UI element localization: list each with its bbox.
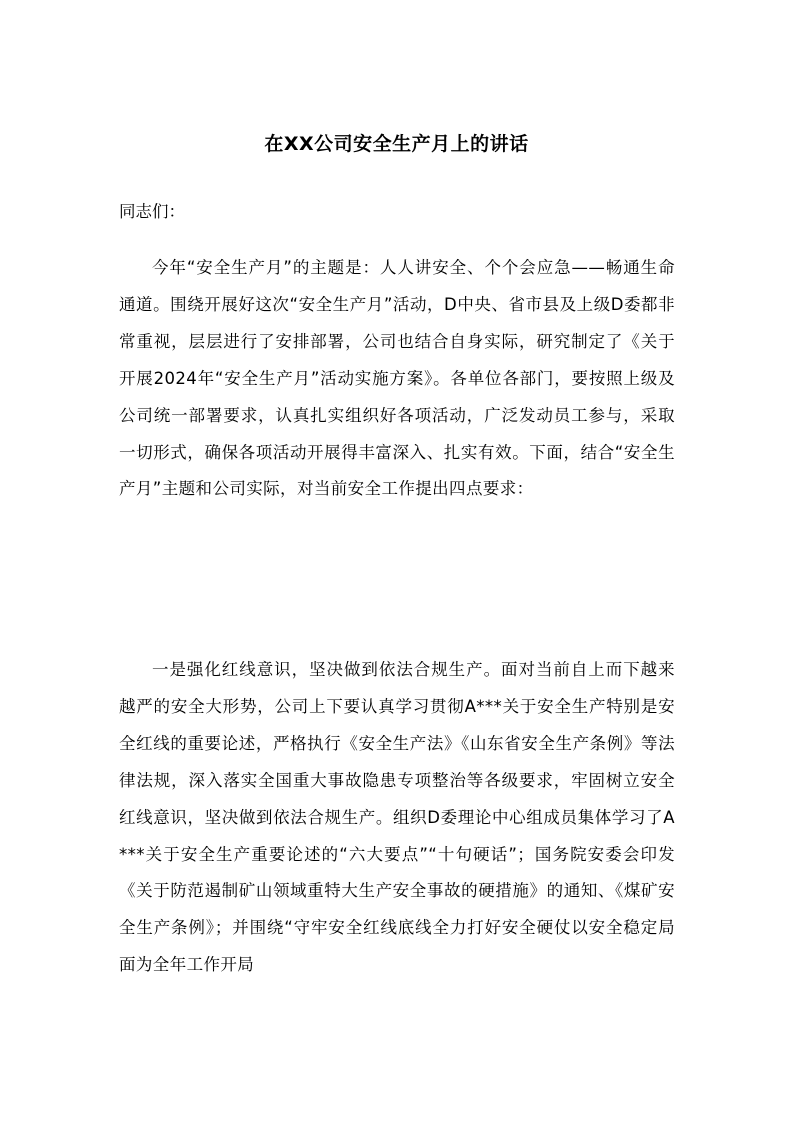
paragraph-1: 今年“安全生产月”的主题是：人人讲安全、个个会应急——畅通生命通道。围绕开展好这次“安全生产月”活动，D中央、省市县及上级D委都非常重视，层层进行了安排部署，公司也结合自身实际，研究制定了《关于开展2024年“安全生产月”活动实施方案》。各单位各部门，要按照上级及公司统一部署要求，认真扎实组织好各项活动，广泛发动员工参与，采取一切形式，确保各项活动开展得丰富深入、扎实有效。下面，结合“安全生产月”主题和公司实际，对当前安全工作提出四点要求：: [119, 258, 675, 499]
document-title: 在XX公司安全生产月上的讲话: [264, 133, 529, 155]
salutation: 同志们：: [119, 202, 185, 221]
paragraph-2: 一是强化红线意识，坚决做到依法合规生产。面对当前自上而下越来越严的安全大形势，公司上下要认真学习贯彻A***关于安全生产特别是安全红线的重要论述，严格执行《安全生产法》《山东省安全生产条例》等法律法规，深入落实全国重大事故隐患专项整治等各级要求，牢固树立安全红线意识，坚决做到依法合规生产。组织D委理论中心组成员集体学习了A***关于安全生产重要论述的“六大要点”“十句硬话”；国务院安委会印发《关于防范遏制矿山领域重特大生产安全事故的硬措施》的通知、《煤矿安全生产条例》；并围绕“守牢安全红线底线全力打好安全硬仗以安全稳定局面为全年工作开局: [119, 660, 675, 975]
